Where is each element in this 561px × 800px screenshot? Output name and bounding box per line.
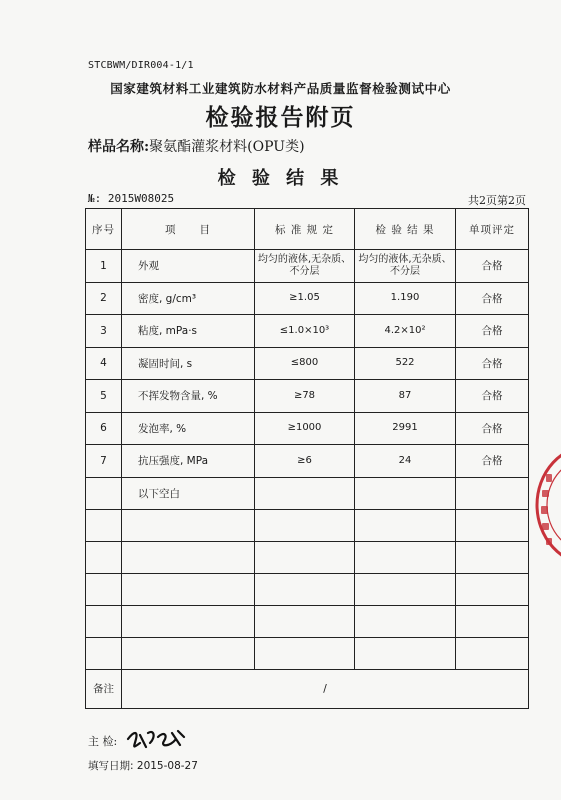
row-verdict: 合格 [456,412,529,445]
table-row [86,250,529,283]
header-cell-verdict: 单项评定 [456,209,529,250]
row-item: 粘度, mPa·s [122,315,255,348]
row-verdict: 合格 [456,250,529,283]
header-cell-item: 项 目 [122,209,255,250]
blank-cell [456,477,529,509]
table-row-empty [86,573,529,605]
table-row-empty [86,541,529,573]
row-standard: ≤1.0×10³ [255,315,355,348]
table-row-empty [86,509,529,541]
row-item: 凝固时间, s [122,347,255,380]
header-cell-no: 序号 [86,209,122,250]
row-verdict: 合格 [456,347,529,380]
table-row-empty [86,637,529,669]
sample-name-label: 样品名称: [88,139,150,155]
row-result: 2991 [355,412,456,445]
report-number: №: 2015W08025 [88,192,175,205]
sample-name-value: 聚氨酯灌浆材料(OPU类) [149,139,305,155]
document-code: STCBWM/DIR004-1/1 [88,60,194,71]
row-standard: ≥78 [255,380,355,413]
row-no: 3 [86,315,122,348]
header-cell-result: 检 验 结 果 [355,209,456,250]
row-result: 1.190 [355,282,456,315]
row-standard: ≥1000 [255,412,355,445]
row-no: 6 [86,412,122,445]
table-row [86,412,529,445]
inspector-line [88,733,117,749]
blank-note: 以下空白 [122,477,255,509]
organization-name: 国家建筑材料工业建筑防水材料产品质量监督检验测试中心 [110,81,451,96]
table-row [86,315,529,348]
remarks-row [86,669,529,708]
fill-date-line [88,758,198,773]
row-no: 2 [86,282,122,315]
row-standard: 均匀的液体,无杂质、不分层 [255,250,355,283]
remarks-value: / [122,669,529,708]
row-item: 发泡率, % [122,412,255,445]
row-verdict: 合格 [456,380,529,413]
table-row [86,282,529,315]
row-result: 均匀的液体,无杂质、不分层 [355,250,456,283]
row-result: 24 [355,445,456,478]
row-no: 7 [86,445,122,478]
official-seal-stamp [532,430,561,580]
page-info: 共2页第2页 [468,194,526,207]
section-title: 检 验 结 果 [217,168,344,189]
table-row-blank-note [86,477,529,509]
row-item: 外观 [122,250,255,283]
row-standard: ≥1.05 [255,282,355,315]
table-row-empty [86,605,529,637]
fill-date-label: 填写日期: [88,760,134,772]
row-no: 5 [86,380,122,413]
blank-cell [86,477,122,509]
row-item: 抗压强度, MPa [122,445,255,478]
table-header-row [86,209,529,250]
row-verdict: 合格 [456,282,529,315]
row-no: 1 [86,250,122,283]
row-result: 87 [355,380,456,413]
table-row [86,445,529,478]
row-verdict: 合格 [456,445,529,478]
row-standard: ≥6 [255,445,355,478]
page-title: 检验报告附页 [205,104,356,131]
row-result: 522 [355,347,456,380]
blank-cell [355,477,456,509]
inspector-label: 主 检: [88,735,118,748]
handwritten-signature [124,725,194,753]
sample-name-line [88,136,305,156]
row-result: 4.2×10² [355,315,456,348]
remarks-label: 备注 [86,669,122,708]
table-row [86,380,529,413]
row-item: 密度, g/cm³ [122,282,255,315]
row-verdict: 合格 [456,315,529,348]
results-table [85,208,529,709]
blank-cell [255,477,355,509]
header-cell-standard: 标 准 规 定 [255,209,355,250]
row-item: 不挥发物含量, % [122,380,255,413]
fill-date-value: 2015-08-27 [136,760,198,772]
table-row [86,347,529,380]
row-standard: ≤800 [255,347,355,380]
row-no: 4 [86,347,122,380]
